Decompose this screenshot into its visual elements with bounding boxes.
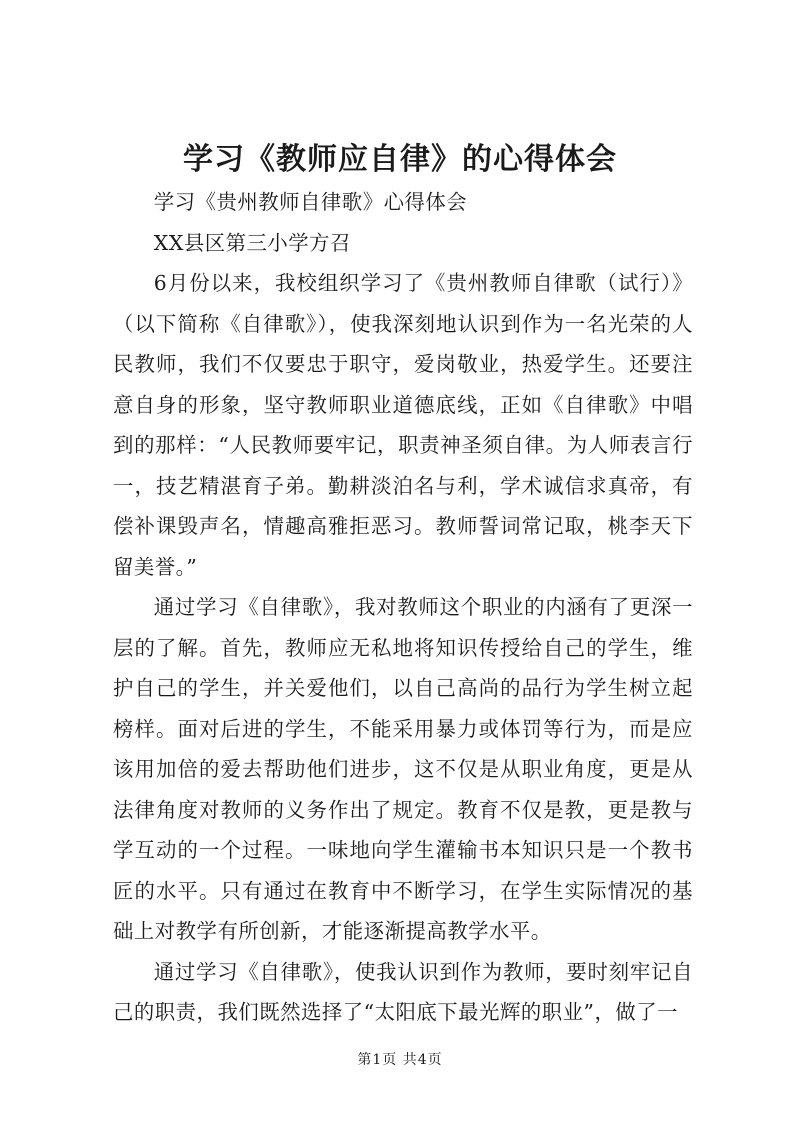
page-number-footer: 第1页 共4页 bbox=[357, 1052, 443, 1068]
body-paragraph: 通过学习《自律歌》，使我认识到作为教师，要时刻牢记自己的职责，我们既然选择了“太阳底下最光辉的职业”，做了一 bbox=[113, 959, 693, 1024]
author-paragraph: XX县区第三小学方召 bbox=[153, 230, 351, 255]
document-title: 学习《教师应自律》的心得体会 bbox=[183, 142, 617, 177]
body-paragraph: 6月份以来，我校组织学习了《贵州教师自律歌（试行）》（以下简称《自律歌》），使我深刻地认识到作为一名光荣的人民教师，我们不仅要忠于职守，爱岗敬业，热爱学生。还要注意自身的形象，坚守教师职业道德底线，正如《自律歌》中唱到的那样：“人民教师要牢记，职责神圣须自律。为人师表言行一，技艺精湛育子弟。勤耕淡泊名与利，学术诚信求真帝，有偿补课毁声名，情趣高雅拒恶习。教师誓词常记取，桃李天下留美誉。” bbox=[113, 271, 693, 579]
subtitle-paragraph: 学习《贵州教师自律歌》心得体会 bbox=[153, 190, 468, 214]
body-paragraph: 通过学习《自律歌》，我对教师这个职业的内涵有了更深一层的了解。首先，教师应无私地将知识传授给自己的学生，维护自己的学生，并关爱他们，以自己高尚的品行为学生树立起榜样。面对后进的学生，不能采用暴力或体罚等行为，而是应该用加倍的爱去帮助他们进步，这不仅是从职业角度，更是从法律角度对教师的义务作出了规定。教育不仅是教，更是教与学互动的一个过程。一味地向学生灌输书本知识只是一个教书匠的水平。只有通过在教育中不断学习，在学生实际情况的基础上对教学有所创新，才能逐渐提高教学水平。 bbox=[113, 595, 693, 943]
document-body bbox=[113, 182, 693, 1033]
